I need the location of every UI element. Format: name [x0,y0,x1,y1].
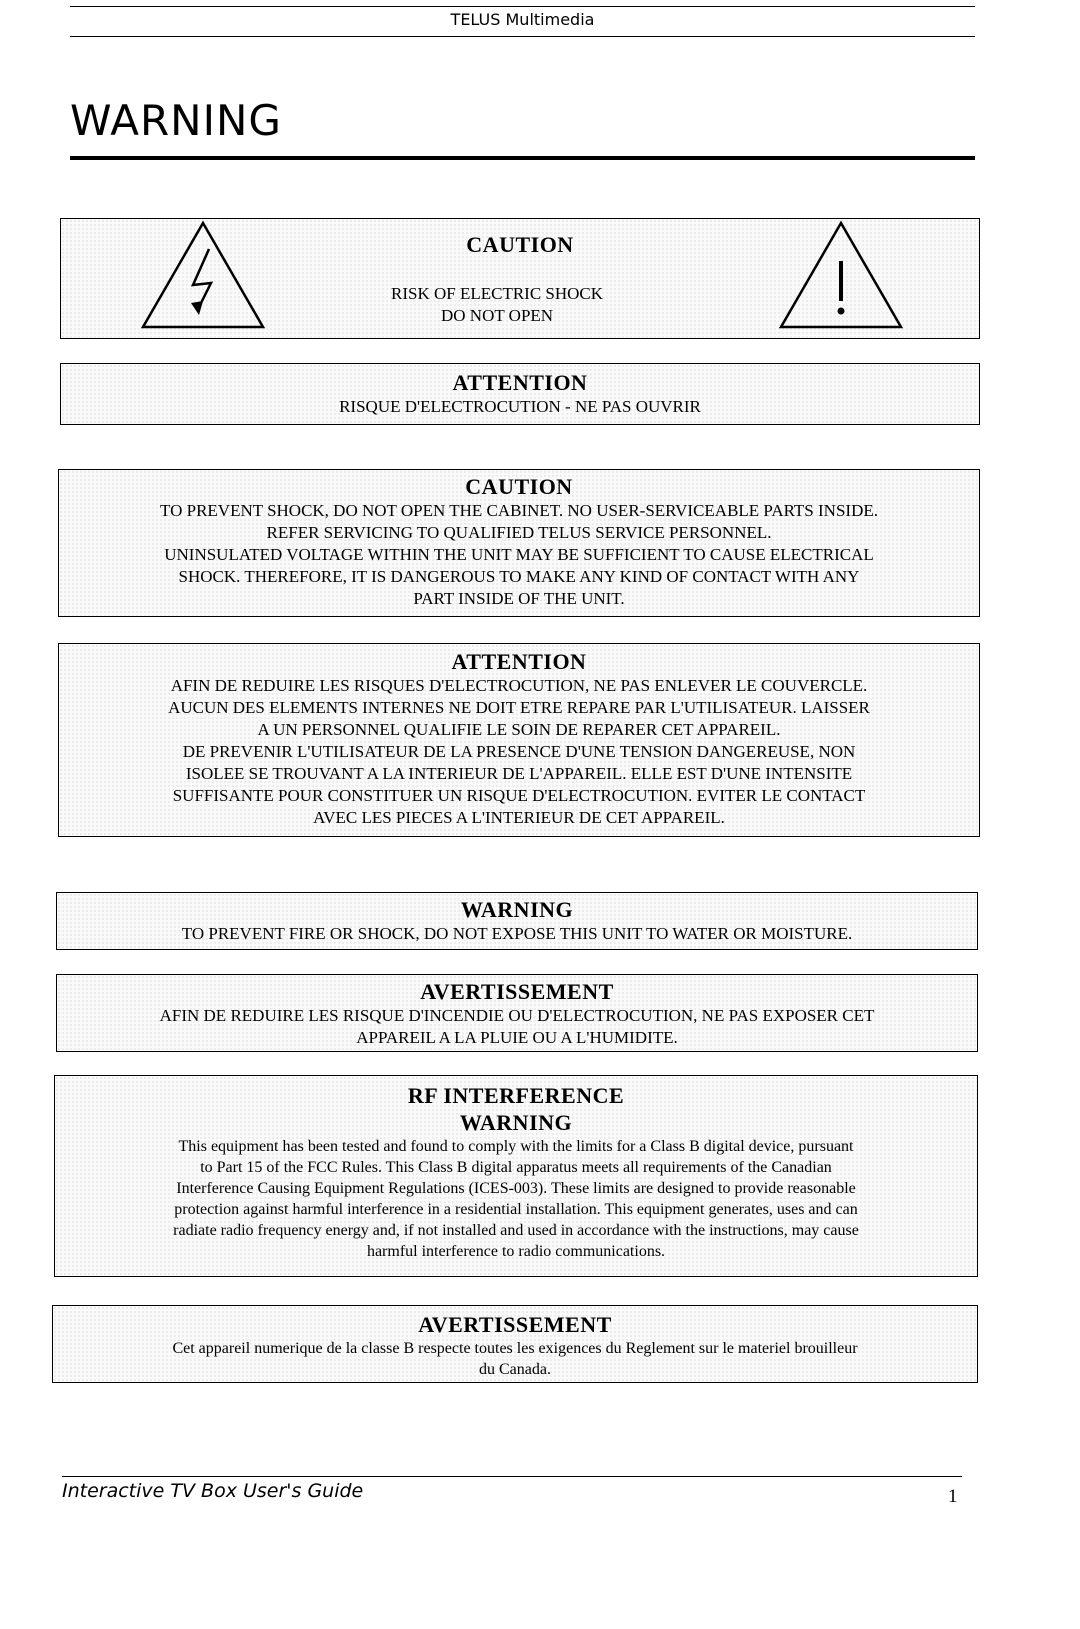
caution-line: DO NOT OPEN [441,306,554,325]
attention-heading: ATTENTION [451,649,587,674]
footer-rule [62,1476,962,1477]
caution-cabinet-box [58,469,980,617]
avertissement-line: AFIN DE REDUIRE LES RISQUE D'INCENDIE OU D'ELECTROCUTION, NE PAS EXPOSER CET [159,1006,875,1025]
caution-line: RISK OF ELECTRIC SHOCK [391,284,604,303]
rf-line: radiate radio frequency energy and, if not installed and used in accordance with the instructions, may cause [173,1222,859,1239]
rf-warning-heading: WARNING [459,1110,573,1135]
attention-line: A UN PERSONNEL QUALIFIE LE SOIN DE REPARER CET APPAREIL. [257,720,781,739]
caution-line: REFER SERVICING TO QUALIFIED TELUS SERVICE PERSONNEL. [266,523,772,542]
attention-heading: ATTENTION [452,370,588,395]
avertissement-line: APPAREIL A LA PLUIE OU A L'HUMIDITE. [356,1028,678,1047]
rf-line: This equipment has been tested and found to comply with the limits for a Class B digital device, pursuant [178,1138,854,1155]
caution-heading: CAUTION [465,474,573,499]
attention-cabinet-box [58,643,980,837]
rf-line: to Part 15 of the FCC Rules. This Class B digital apparatus meets all requirements of the Canadian [200,1159,832,1176]
rf-line: Interference Causing Equipment Regulations (ICES-003). These limits are designed to provide reasonable [176,1180,856,1197]
warning-moisture-box [56,892,978,950]
avertissement-line: du Canada. [479,1361,551,1378]
rf-line: protection against harmful interference in a residential installation. This equipment generates, uses and can [174,1201,858,1218]
attention-line: ISOLEE SE TROUVANT A LA INTERIEUR DE L'APPAREIL. ELLE EST D'UNE INTENSITE [185,764,853,783]
avertissement-heading: AVERTISSEMENT [418,1312,612,1337]
footer-guide-title: Interactive TV Box User's Guide [62,1480,364,1502]
avertissement-heading: AVERTISSEMENT [420,979,614,1004]
caution-line: UNINSULATED VOLTAGE WITHIN THE UNIT MAY BE SUFFICIENT TO CAUSE ELECTRICAL [164,545,874,564]
running-header: TELUS Multimedia [450,10,595,29]
avertissement-moisture-box [56,974,978,1052]
caution-line: TO PREVENT SHOCK, DO NOT OPEN THE CABINET. NO USER-SERVICEABLE PARTS INSIDE. [160,501,878,520]
avertissement-class-b-box [52,1305,978,1383]
attention-line: AFIN DE REDUIRE LES RISQUES D'ELECTROCUTION, NE PAS ENLEVER LE COUVERCLE. [170,676,868,695]
attention-line: DE PREVENIR L'UTILISATEUR DE LA PRESENCE D'UNE TENSION DANGEREUSE, NON [182,742,856,761]
caution-line: SHOCK. THEREFORE, IT IS DANGEROUS TO MAKE ANY KIND OF CONTACT WITH ANY [178,567,860,586]
header-rule-top [70,6,975,7]
warning-heading: WARNING [460,897,574,922]
attention-shock-box [60,363,980,425]
rf-interference-box [54,1075,978,1277]
title-rule [70,156,975,160]
page-title: WARNING [70,96,282,145]
caution-heading: CAUTION [466,232,574,257]
caution-shock-box [60,218,980,339]
attention-line: SUFFISANTE POUR CONSTITUER UN RISQUE D'ELECTROCUTION. EVITER LE CONTACT [172,786,866,805]
avertissement-line: Cet appareil numerique de la classe B respecte toutes les exigences du Reglement sur le materiel brouilleur [172,1340,858,1357]
rf-interference-heading: RF INTERFERENCE [407,1083,625,1108]
attention-line: AVEC LES PIECES A L'INTERIEUR DE CET APPAREIL. [313,808,725,827]
caution-line: PART INSIDE OF THE UNIT. [413,589,625,608]
exclamation-triangle-icon [777,219,905,331]
header-rule-bottom [70,36,975,37]
warning-line: TO PREVENT FIRE OR SHOCK, DO NOT EXPOSE THIS UNIT TO WATER OR MOISTURE. [181,924,853,943]
page-number: 1 [948,1486,958,1507]
rf-line: harmful interference to radio communications. [366,1243,666,1260]
attention-line: AUCUN DES ELEMENTS INTERNES NE DOIT ETRE REPARE PAR L'UTILISATEUR. LAISSER [168,698,870,717]
attention-line: RISQUE D'ELECTROCUTION - NE PAS OUVRIR [339,397,701,416]
